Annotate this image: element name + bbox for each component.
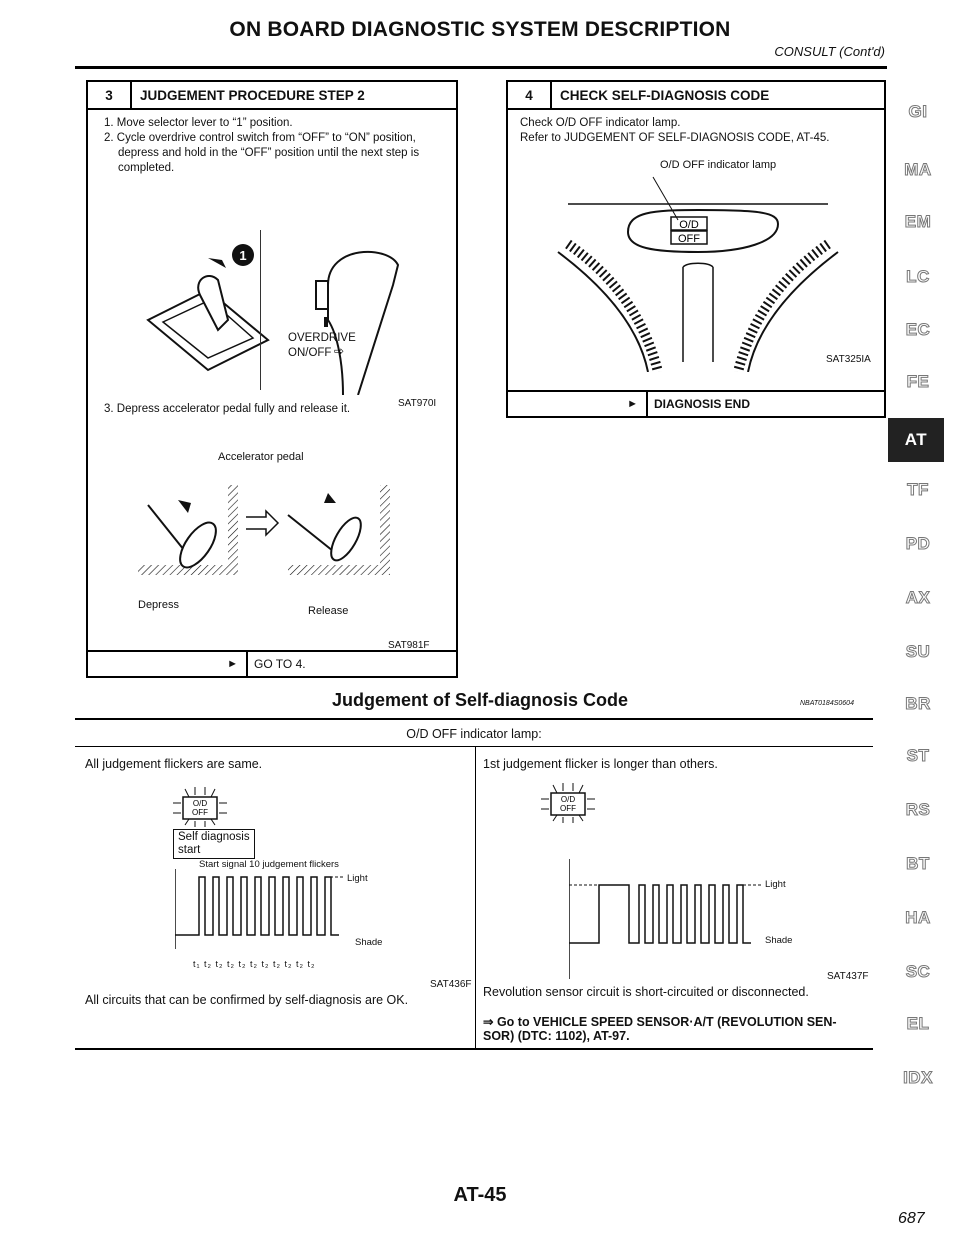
right-shade-label: Shade xyxy=(765,935,793,946)
right-result3-link[interactable]: SOR) (DTC: 1102), AT-97. xyxy=(483,1029,630,1043)
step4-body xyxy=(508,110,884,394)
right-lamp-od-text: O/D xyxy=(560,795,576,804)
sidebar-item-bt[interactable]: BT xyxy=(906,854,930,873)
fig2-code: SAT981F xyxy=(388,640,430,651)
instrument-cluster-figure xyxy=(528,172,868,372)
sidebar-item-idx[interactable]: IDX xyxy=(903,1068,933,1087)
page-subtitle: CONSULT (Cont'd) xyxy=(774,44,885,59)
sidebar-item-br[interactable]: BR xyxy=(905,694,931,713)
release-label: Release xyxy=(308,605,349,617)
left-waveform xyxy=(175,869,375,949)
self-diag-label: Self diagnosis xyxy=(178,831,250,843)
judgement-col-divider-ext xyxy=(475,1010,476,1050)
left-lamp-od-text: O/D xyxy=(192,799,208,808)
sidebar-item-ha[interactable]: HA xyxy=(905,908,931,927)
left-lamp-off-text: OFF xyxy=(192,808,208,817)
start-label: start xyxy=(178,844,201,856)
self-diag-box xyxy=(173,829,255,859)
judgement-col-divider xyxy=(475,747,476,1011)
t-labels: t₁ t₂ t₂ t₂ t₂ t₂ t₂ t₂ t₂ t₂ t₂ xyxy=(193,959,316,969)
judgement-columns xyxy=(75,747,873,1011)
step4-footer xyxy=(508,390,884,416)
pedal-label: Accelerator pedal xyxy=(218,451,304,463)
step3-next-link[interactable]: GO TO 4. xyxy=(254,657,306,671)
step4-box xyxy=(506,80,886,418)
step4-line1: Check O/D OFF indicator lamp. xyxy=(520,117,681,129)
right-fig-code: SAT437F xyxy=(827,971,869,982)
left-fig-code: SAT436F xyxy=(430,979,472,990)
step3-item1: 1. Move selector lever to “1” position. xyxy=(104,117,293,129)
step4-number: 4 xyxy=(508,82,552,108)
page-number: 687 xyxy=(898,1210,925,1227)
step3-item3: 3. Depress accelerator pedal fully and release it. xyxy=(104,403,351,415)
judgement-bottom-rule xyxy=(75,1048,873,1050)
left-col-title: All judgement flickers are same. xyxy=(85,757,263,771)
sidebar-item-gi[interactable]: GI xyxy=(908,102,928,121)
judgement-subheader: O/D OFF indicator lamp: xyxy=(75,722,873,747)
step4-fig-code: SAT325IA xyxy=(826,354,871,365)
overdrive-label: OVERDRIVE xyxy=(288,332,356,344)
title-rule xyxy=(75,66,887,69)
sidebar-item-sc[interactable]: SC xyxy=(905,962,931,981)
step3-body xyxy=(88,110,456,654)
sidebar-item-em[interactable]: EM xyxy=(904,212,932,231)
right-waveform xyxy=(569,859,789,979)
sidebar-item-su[interactable]: SU xyxy=(905,642,931,661)
step3-header xyxy=(88,82,456,110)
cluster-od-text: O/D xyxy=(679,219,699,231)
switch-arrow-icon: ⇨ xyxy=(334,344,345,358)
accelerator-pedal-figure xyxy=(128,475,408,585)
section-code: NBAT0184S0604 xyxy=(800,700,854,707)
overdrive-switch-figure xyxy=(288,225,408,395)
step4-line2: Refer to JUDGEMENT OF SELF-DIAGNOSIS CODE, AT-45. xyxy=(520,132,830,144)
page-title: ON BOARD DIAGNOSTIC SYSTEM DESCRIPTION xyxy=(229,18,731,41)
right-light-label: Light xyxy=(765,879,786,890)
depress-label: Depress xyxy=(138,599,179,611)
section-rule xyxy=(75,718,873,720)
lamp-label: O/D OFF indicator lamp xyxy=(660,159,777,171)
sidebar-item-tf[interactable]: TF xyxy=(907,480,929,499)
left-result: All circuits that can be confirmed by self-diagnosis are OK. xyxy=(85,993,409,1007)
page-footer-label: AT-45 xyxy=(453,1184,507,1206)
step3-next-arrow-icon: ► xyxy=(88,652,248,676)
step3-item2c: completed. xyxy=(118,162,175,174)
sidebar-item-lc[interactable]: LC xyxy=(906,267,930,286)
right-od-lamp-icon xyxy=(533,783,603,823)
sidebar-item-ma[interactable]: MA xyxy=(904,160,932,179)
overdrive-onoff-label: ON/OFF xyxy=(288,347,332,359)
left-light-label: Light xyxy=(347,873,368,884)
sidebar-item-fe[interactable]: FE xyxy=(906,372,930,391)
step3-title: JUDGEMENT PROCEDURE STEP 2 xyxy=(140,87,365,103)
cluster-off-text: OFF xyxy=(678,233,700,245)
sidebar-item-ax[interactable]: AX xyxy=(905,588,931,607)
step4-end-label: DIAGNOSIS END xyxy=(654,397,751,411)
svg-text:1: 1 xyxy=(239,248,247,263)
sidebar-item-pd[interactable]: PD xyxy=(905,534,931,553)
sidebar-item-rs[interactable]: RS xyxy=(905,800,931,819)
right-result1: Revolution sensor circuit is short-circuited or disconnected. xyxy=(483,985,809,999)
sidebar-item-ec[interactable]: EC xyxy=(905,320,931,339)
right-col-title: 1st judgement flicker is longer than others. xyxy=(483,757,718,771)
sidebar-item-st[interactable]: ST xyxy=(906,746,930,765)
right-result2-link[interactable]: ⇒ Go to VEHICLE SPEED SENSOR·A/T (REVOLUTION SEN- xyxy=(483,1015,837,1029)
step3-item2a: 2. Cycle overdrive control switch from “OFF” to “ON” position, xyxy=(104,132,416,144)
step3-item2b: depress and hold in the “OFF” position until the next step is xyxy=(118,147,420,159)
step4-header xyxy=(508,82,884,110)
step3-divider xyxy=(260,230,261,390)
step3-footer xyxy=(88,650,456,676)
judgement-table xyxy=(75,722,873,1043)
step4-end-arrow-icon: ► xyxy=(508,392,648,416)
start-signal-label: Start signal 10 judgement flickers xyxy=(199,859,339,870)
step3-box xyxy=(86,80,458,678)
selector-lever-figure xyxy=(138,220,278,380)
step3-number: 3 xyxy=(88,82,132,108)
left-shade-label: Shade xyxy=(355,937,383,948)
sidebar-item-at[interactable]: AT xyxy=(888,418,944,462)
fig1-code: SAT970I xyxy=(398,398,437,409)
left-od-lamp-icon xyxy=(165,787,235,827)
step4-title: CHECK SELF-DIAGNOSIS CODE xyxy=(560,87,770,103)
right-lamp-off-text: OFF xyxy=(560,804,576,813)
sidebar-item-el[interactable]: EL xyxy=(906,1014,930,1033)
section-title: Judgement of Self-diagnosis Code xyxy=(331,690,629,710)
